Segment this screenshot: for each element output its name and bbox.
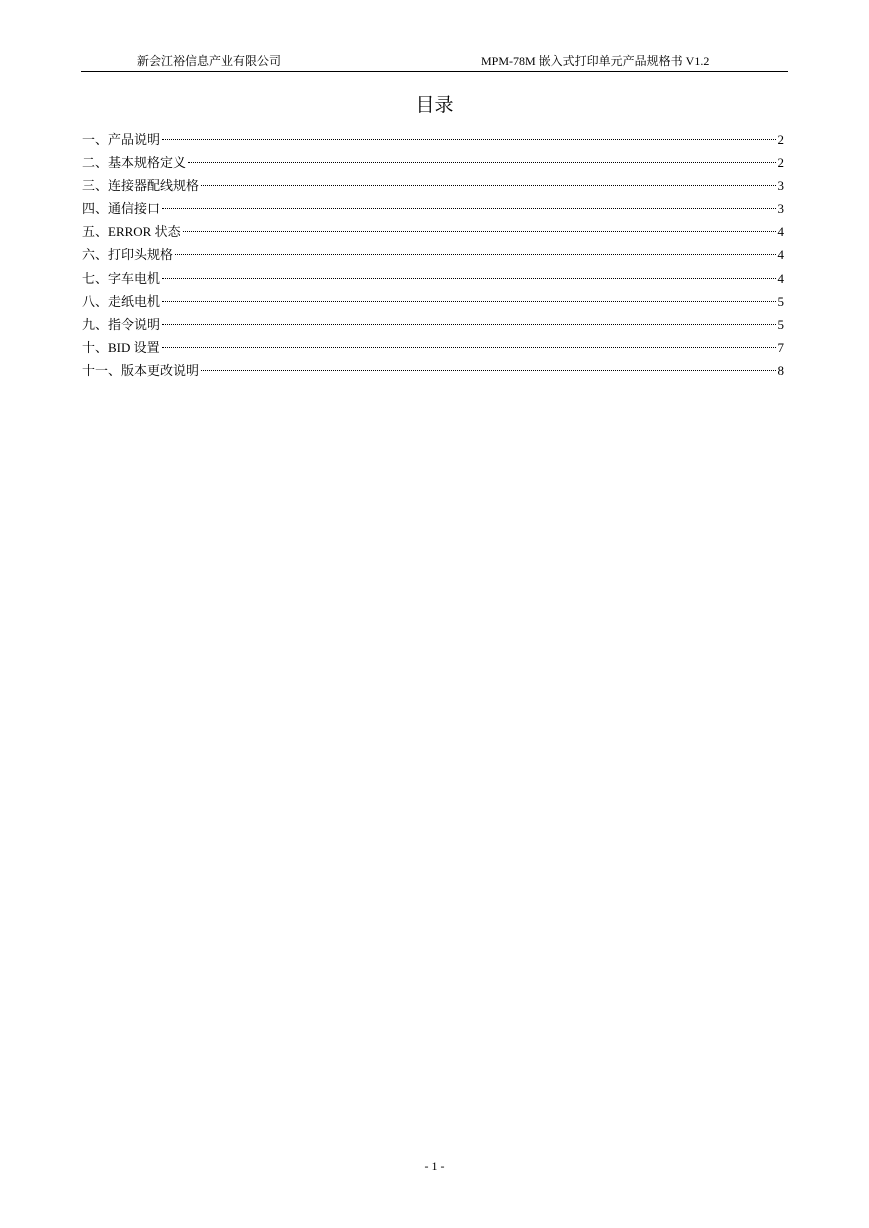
header-company-name: 新会江裕信息产业有限公司	[137, 54, 282, 68]
toc-entry-label[interactable]: 一、产品说明	[82, 132, 161, 147]
toc-entry-label[interactable]: 八、走纸电机	[82, 293, 161, 309]
toc-entry-page: 3	[777, 178, 784, 194]
toc-entry-label[interactable]: 二、基本规格定义	[82, 155, 187, 171]
toc-entry-label[interactable]: 十、BID 设置	[82, 339, 160, 355]
toc-entry[interactable]	[82, 313, 784, 336]
toc-entry[interactable]	[82, 290, 784, 313]
toc-entry-label[interactable]: 四、通信接口	[82, 201, 161, 217]
toc-entry[interactable]	[82, 359, 784, 382]
toc-entry-page: 7	[777, 339, 784, 355]
toc-entry[interactable]	[82, 128, 784, 151]
toc-entry-page: 2	[777, 155, 784, 171]
toc-title: 目录	[415, 94, 454, 116]
toc-dot-leader	[162, 347, 776, 348]
toc-dot-leader	[162, 324, 775, 325]
toc-entry[interactable]	[82, 243, 784, 266]
page-number: - 1 -	[424, 1159, 445, 1173]
toc-entry[interactable]	[82, 267, 784, 290]
toc-entry-label[interactable]: 三、连接器配线规格	[82, 178, 200, 194]
toc-entry-label[interactable]: 九、指令说明	[82, 316, 161, 332]
toc-entry-label[interactable]: 六、打印头规格	[82, 247, 174, 263]
table-of-contents	[82, 128, 784, 382]
page-header	[81, 52, 788, 72]
toc-entry[interactable]	[82, 220, 784, 243]
toc-entry-label[interactable]: 五、ERROR 状态	[82, 224, 181, 240]
toc-entry-page: 4	[777, 247, 784, 263]
toc-entry[interactable]	[82, 197, 784, 220]
header-document-title: MPM-78M 嵌入式打印单元产品规格书 V1.2	[481, 54, 710, 68]
toc-dot-leader	[162, 139, 775, 140]
toc-entry-label[interactable]: 十一、版本更改说明	[82, 362, 200, 378]
toc-entry[interactable]	[82, 151, 784, 174]
toc-entry[interactable]	[82, 336, 784, 359]
toc-dot-leader	[201, 370, 775, 371]
toc-dot-leader	[162, 301, 775, 302]
toc-dot-leader	[162, 278, 775, 279]
toc-entry[interactable]	[82, 174, 784, 197]
toc-dot-leader	[183, 231, 776, 232]
toc-entry-page: 8	[777, 362, 784, 378]
header-divider	[81, 71, 788, 72]
toc-entry-page: 5	[777, 293, 784, 309]
toc-dot-leader	[175, 254, 775, 255]
toc-entry-page: 3	[777, 201, 784, 217]
toc-entry-page: 2	[777, 132, 784, 147]
toc-entry-page: 4	[777, 270, 784, 286]
toc-dot-leader	[188, 162, 775, 163]
toc-entry-page: 5	[777, 316, 784, 332]
toc-entry-label[interactable]: 七、字车电机	[82, 270, 161, 286]
toc-dot-leader	[162, 208, 775, 209]
toc-entry-page: 4	[777, 224, 784, 240]
toc-dot-leader	[201, 185, 775, 186]
